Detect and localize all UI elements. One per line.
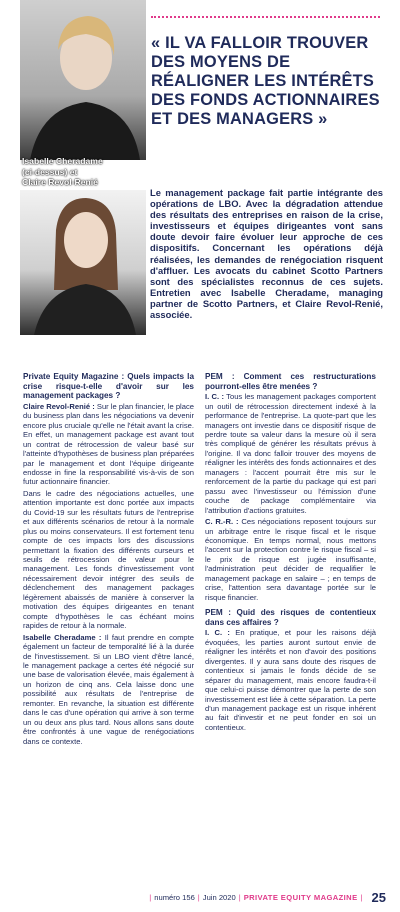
answer-text: En pratique, et pour les raisons déjà évoquées, les parties auront surtout envie de réaligner les intérêts et non d'avoir des positions divergentes. Il y aura sans doute des risques de contentieux si jamais le fonds décide de se séparer du management, mais encore faudra-t-il que celui-ci puisse démontrer que la perte de son investissement est liée à cette séparation. La perte d'un management package est un risque inhérent au fait d'investir et ne peut fonder en soi un contentieux.	[205, 628, 376, 732]
body-paragraph: Dans le cadre des négociations actuelles, une attention importante est donc portée aux impacts du Covid-19 sur les résultats futurs de l'entreprise et aux différents scénarios de retour à la normale plus ou moins conservateurs. Il est fortement tenu compte de ces impacts lors des discussions permettant la fixation des différents curseurs et seuils de rétrocession de valeur pour le management. Les fonds d'investissement vont nécessairement devoir intégrer des seuils de déclenchement des management packages légèrement abaissés de manière à conserver la motivation des équipes dirigeantes en tenant compte d'hypothèses le cas échéant moins rapides de retour à la normale.	[23, 488, 194, 631]
answer-text: Sur le plan financier, le place du business plan dans les négociations va devenir encore plus cruciale qu'elle ne l'était avant la crise. En effet, un management package est avant tout un contrat de rétrocession de valeur basé sur l'atteinte d'hypothèses de business plan préparées par le management et dont l'équipe dirigeante endosse in fine la responsabilité vis-à-vis de son futur actionnaire financier.	[23, 401, 194, 487]
speaker-name: I. C. :	[205, 392, 224, 402]
answer-paragraph	[205, 628, 376, 732]
speaker-name: C. R.-R. :	[205, 517, 239, 527]
portrait-photo-icon	[20, 0, 146, 160]
answer-paragraph	[23, 402, 194, 487]
photo-caption	[22, 156, 146, 188]
issue-date: Juin 2020	[202, 893, 236, 902]
answer-text: Ces négociations reposent toujours sur un arbitrage entre le risque fiscal et le risque économique. En temps normal, nous mettons l'accent sur la protection contre le risque fiscal – si le prix de risque est jugée insuffisante, l'administration peut décider de requalifier le management package en salaire – ; en temps de crise, l'attention sera davantage portée sur le risque financier.	[205, 517, 376, 602]
question-2: PEM : Comment ces restructurations pourront-elles être menées ?	[205, 372, 376, 391]
question-1: Private Equity Magazine : Quels impacts la crise risque-t-elle d'avoir sur les management packages ?	[23, 372, 194, 401]
answer-paragraph	[205, 517, 376, 602]
caption-line-1: Isabelle Cheradame	[22, 156, 103, 166]
portrait-photo-bottom	[20, 190, 146, 335]
article-column-left	[23, 372, 194, 748]
page-number: 25	[371, 890, 386, 905]
caption-line-3: Claire Revol-Renié	[22, 177, 98, 187]
portrait-photo-top	[20, 0, 146, 160]
caption-line-2: (ci-dessus) et	[22, 166, 78, 177]
headline: « IL VA FALLOIR TROUVER DES MOYENS DE RÉALIGNER LES INTÉRÊTS DES FONDS ACTIONNAIRES ET DES MANAGERS »	[151, 34, 380, 128]
answer-paragraph	[23, 633, 194, 746]
article-column-right	[205, 372, 376, 734]
portrait-photo-icon	[20, 190, 146, 335]
speaker-name: Claire Revol-Renié :	[23, 401, 95, 411]
magazine-name: PRIVATE EQUITY MAGAZINE	[243, 893, 358, 902]
answer-text: Tous les management packages comportent un outil de rétrocession directement indexé à la performance de l'entreprise. La quote-part que les managers ont investie dans ce dispositif risque de perdre toute sa valeur dans la mesure où il sera très compliqué de générer les résultats prévus à l'origine. Il va donc falloir trouver des moyens de réaligner les intérêts des fonds actionnaires et des managers : l'accent pourrait être mis sur le renforcement de la partie du package qui est pari passu avec l'investisseur ou l'émission d'une couche de package complémentaire via l'attribution d'actions gratuites.	[205, 392, 376, 515]
page-footer: | numéro 156 | Juin 2020 | PRIVATE EQUITY MAGAZINE | 25	[149, 890, 386, 905]
answer-paragraph	[205, 392, 376, 515]
speaker-name: I. C. :	[205, 628, 230, 638]
issue-number: numéro 156	[154, 893, 195, 902]
speaker-name: Isabelle Cheradame :	[23, 632, 102, 642]
question-3: PEM : Quid des risques de contentieux dans ces affaires ?	[205, 608, 376, 627]
intro-paragraph: Le management package fait partie intégrante des opérations de LBO. Avec la dégradation attendue des résultats des entreprises en raison de la crise, investisseurs et équipes dirigeantes vont sans doute devoir faire évoluer leur approche de ces dispositifs. Concernant les opérations déjà réalisées, les demandes de renégociation risquent d'affluer. Les avocats du cabinet Scotto Partners sont des spécialistes reconnus de ces sujets. Entretien avec Isabelle Cheradame, managing partner de Scotto Partners, et Claire Revol-Renié, associée.	[150, 187, 383, 321]
answer-text: Il faut prendre en compte également un facteur de temporalité lié à la durée de l'investissement. Si un LBO vient d'être lancé, le management package a certes été négocié sur une base de valorisation élevée, mais également à un horizon de cinq ans. Cela laisse donc une possibilité aux résultats de l'entreprise de remonter. En revanche, la situation est différente dans le cas d'une opération qui arrive à son terme un ou deux ans plus tard. Nous allons sans doute être confrontés à une vague de renégociations dans ce contexte.	[23, 632, 194, 746]
